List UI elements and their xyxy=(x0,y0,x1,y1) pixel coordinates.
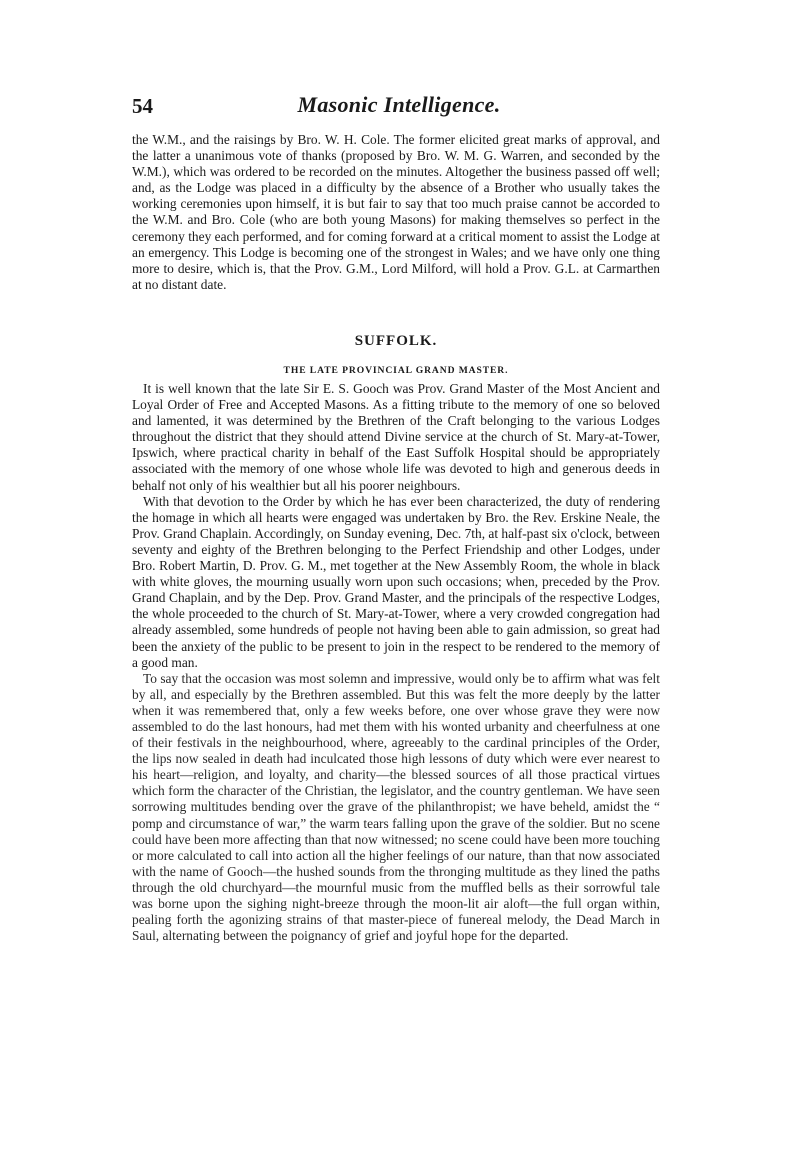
journal-title: Masonic Intelligence. xyxy=(297,92,501,117)
article-paragraph-2: With that devotion to the Order by which he has ever been characterized, the duty of rendering the homage in which all hearts were engaged was undertaken by Bro. the Rev. Erskine Neale, the Prov. Grand Chaplain. Accordingly, on Sunday evening, Dec. 7th, at half-past six o'clock, between seventy and eighty of the Brethren belonging to the Perfect Friendship and other Lodges, under Bro. Robert Martin, D. Prov. G. M., met together at the New Assembly Room, the whole in black with white gloves, the mourning usually worn upon such occasions; when, preceded by the Prov. Grand Chaplain, and by the Dep. Prov. Grand Master, and the principals of the respective Lodges, the whole proceeded to the church of St. Mary-at-Tower, where a very crowded congregation had already assembled, some hundreds of people not having been able to gain admission, so great had been the anxiety of the public to be present to join in the respect to be rendered to the memory of a good man. xyxy=(132,493,660,670)
article-paragraph-3: To say that the occasion was most solemn and impressive, would only be to affirm what was felt by all, and especially by the Brethren assembled. But this was felt the more deeply by the latter when it was remembered that, only a few weeks before, one over whose grave they were now assembled to do the last honours, had met them with his wonted urbanity and cheerfulness at one of their festivals in the neighbourhood, where, agreeably to the cardinal principles of the Order, the lips now sealed in death had inculcated those high lessons of duty which were ever nearest to his heart—religion, and loyalty, and charity—the blessed sources of all those practical virtues which form the character of the Christian, the legislator, and the country gentleman. We have seen sorrowing multitudes bending over the grave of the philanthropist; we have beheld, amidst the “ pomp and circumstance of war,” the warm tears falling upon the grave of the soldier. But no scene could have been more affecting than that now witnessed; no scene could have been more touching or more calculated to call into action all the higher feelings of our nature, than that now associated with the name of Gooch—the hushed sounds from the thronging multitude as they lined the paths through the old churchyard—the mournful music from the muffled bells as their sorrowful tale was borne upon the sighing night-breeze through the moon-lit air aloft—the full organ within, pealing forth the agonizing strains of that master-piece of funereal melody, the Dead March in Saul, alternating between the poignancy of grief and joyful hope for the departed. xyxy=(132,670,660,944)
continuation-paragraph-block xyxy=(132,132,660,293)
section-heading: SUFFOLK. xyxy=(354,333,438,349)
article-body xyxy=(132,381,660,944)
section-subheading: THE LATE PROVINCIAL GRAND MASTER. xyxy=(283,365,509,376)
continuation-paragraph: the W.M., and the raisings by Bro. W. H. Cole. The former elicited great marks of approval, and the latter a unanimous vote of thanks (proposed by Bro. W. M. G. Warren, and seconded by the W.M.), which was ordered to be recorded on the minutes. Altogether the business passed off well; and, as the Lodge was placed in a difficulty by the absence of a Brother who usually takes the working ceremonies upon himself, it is but fair to say that too much praise cannot be accorded to the W.M. and Bro. Cole (who are both young Masons) for making themselves so perfect in the ceremony they each performed, and for coming forward at a critical moment to assist the Lodge at an emergency. This Lodge is becoming one of the strongest in Wales; and we have only one thing more to desire, which is, that the Prov. G.M., Lord Milford, will hold a Prov. G.L. at Carmarthen at no distant date. xyxy=(132,132,660,292)
running-head xyxy=(132,92,666,122)
page-number: 54 xyxy=(132,94,153,118)
article-paragraph-1: It is well known that the late Sir E. S. Gooch was Prov. Grand Master of the Most Ancient and Loyal Order of Free and Accepted Masons. As a fitting tribute to the memory of one so beloved and lamented, it was determined by the Brethren of the Craft belonging to the various Lodges throughout the district that they should attend Divine service at the church of St. Mary-at-Tower, Ipswich, where practical charity in behalf of the East Suffolk Hospital should be appropriately associated with the memory of one whose whole life was devoted to high and generous deeds in behalf not only of his wealthier but all his poorer neighbours. xyxy=(132,381,660,493)
